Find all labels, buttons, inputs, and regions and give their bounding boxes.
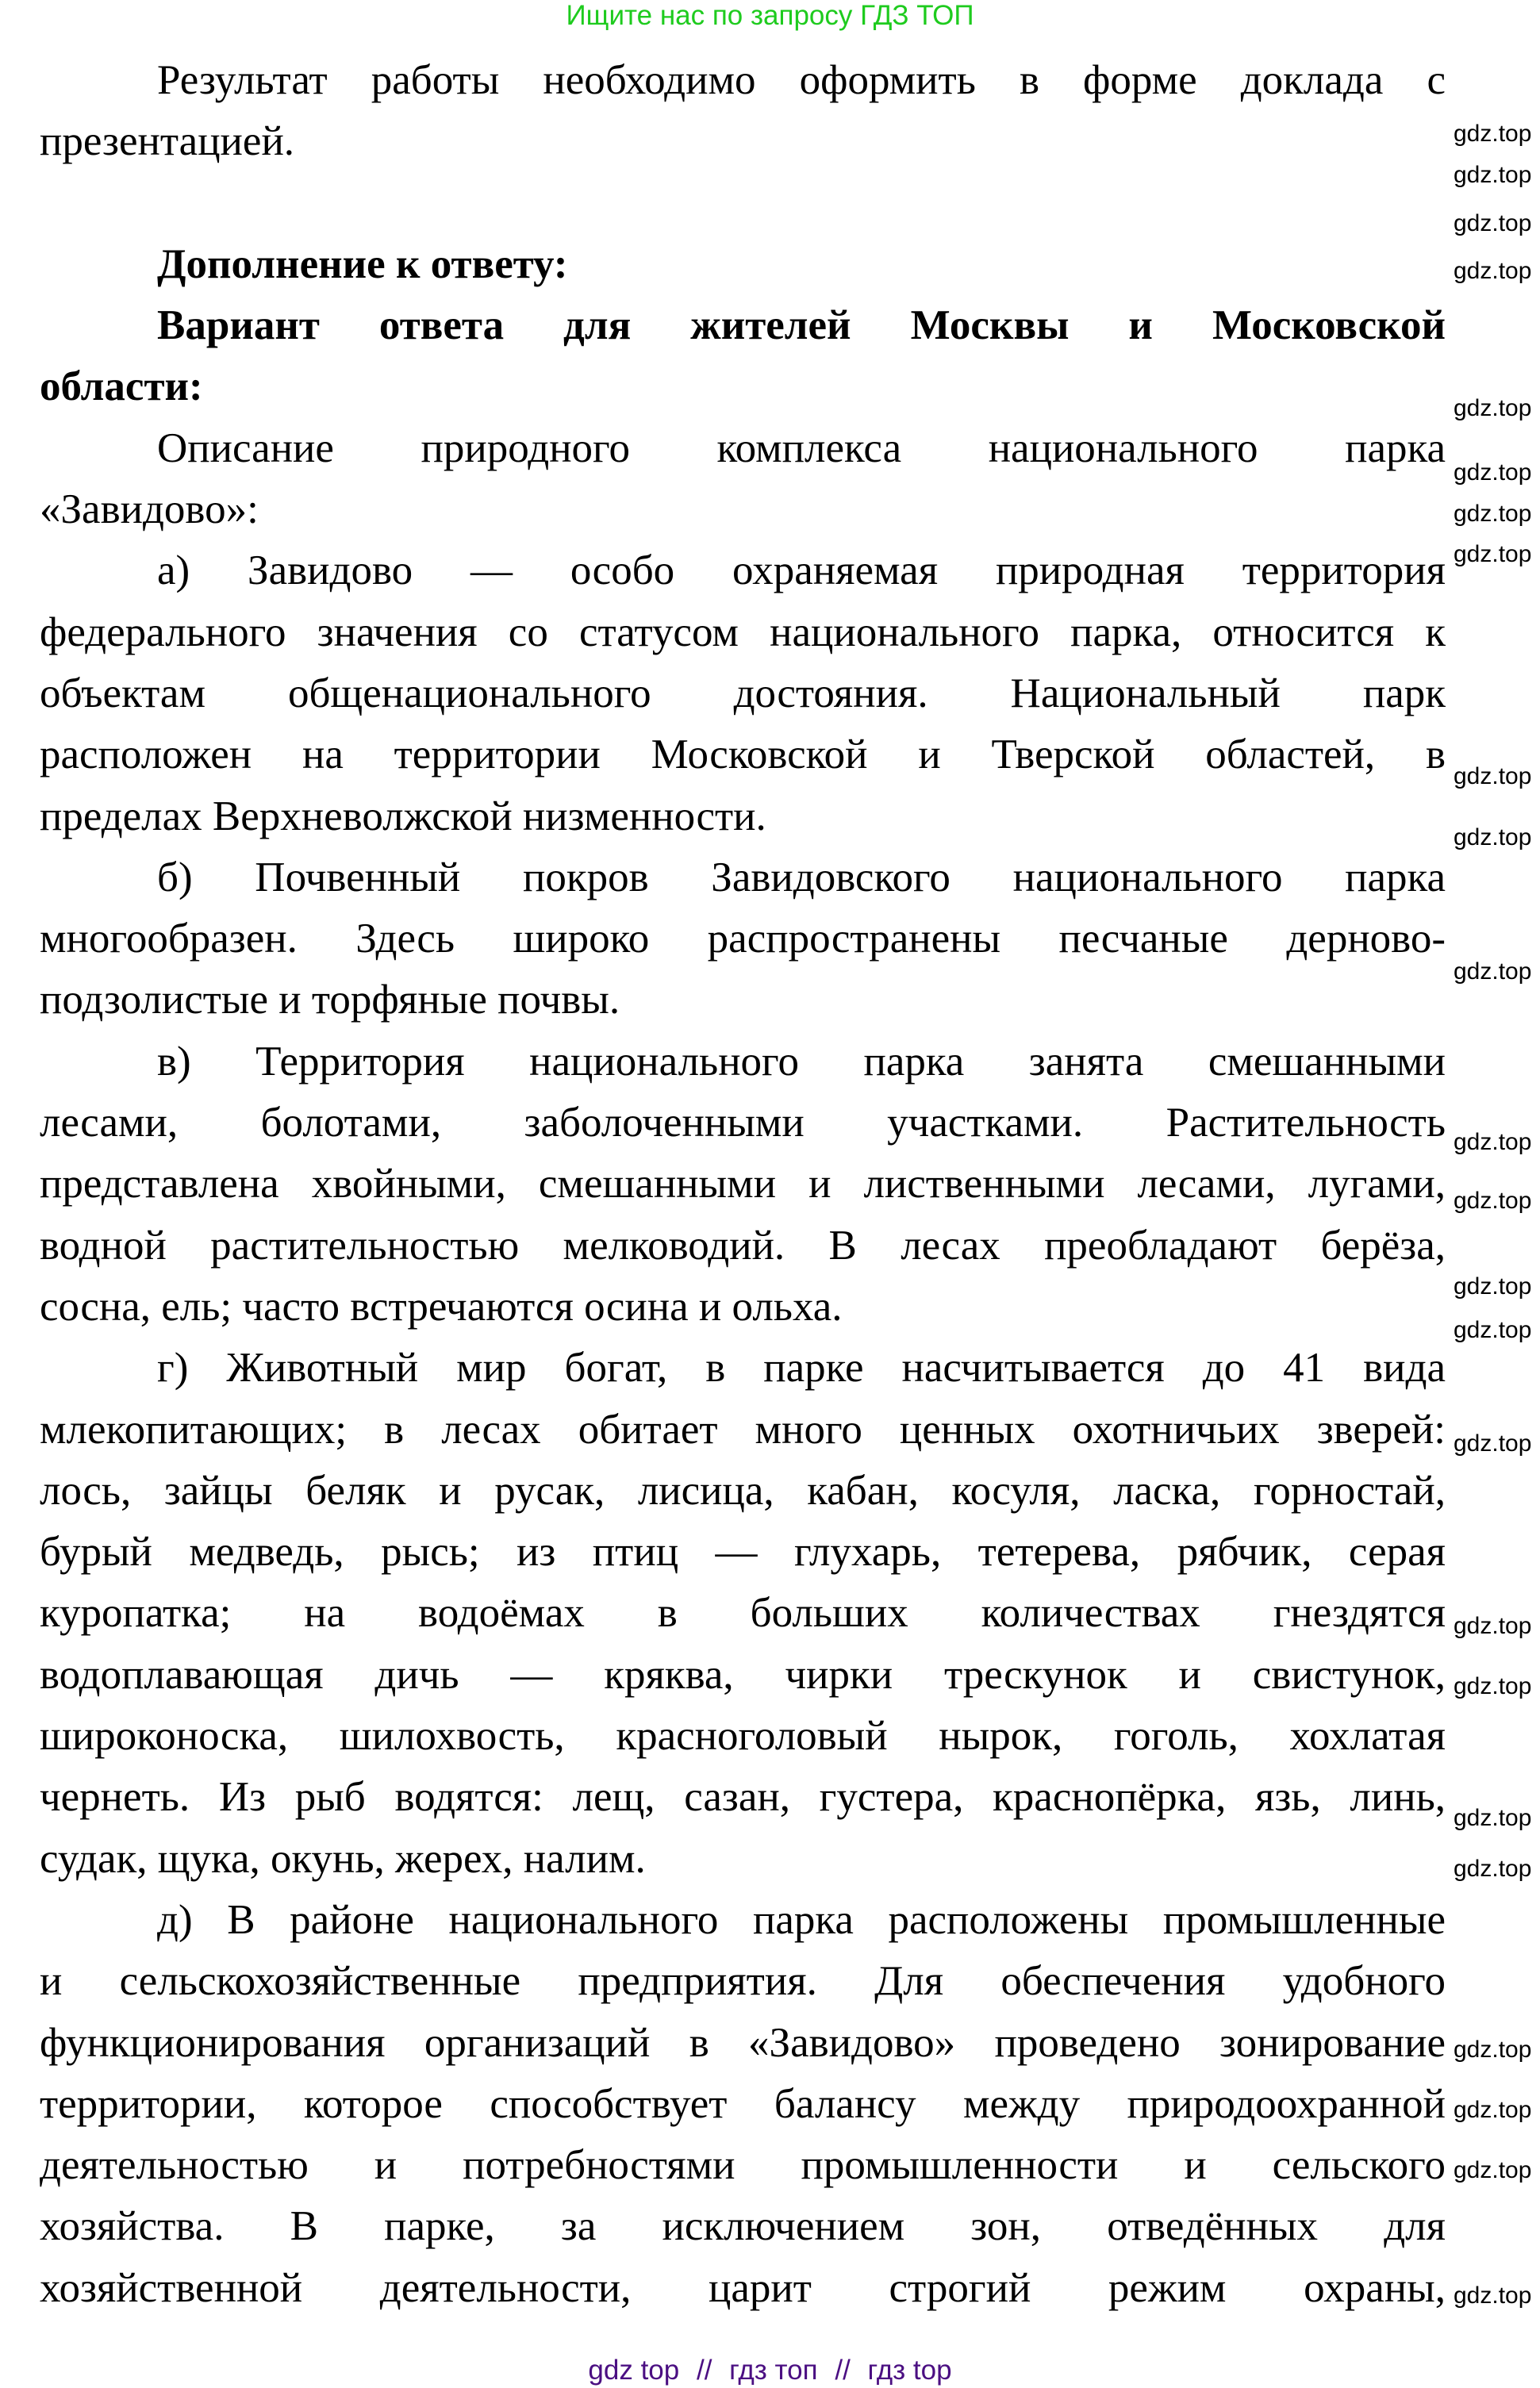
footer-links (0, 2353, 1540, 2388)
watermark: gdz.top (1454, 2157, 1532, 2183)
footer-link-gdz-top[interactable]: gdz top (588, 2355, 680, 2386)
paragraph-line: многообразен. Здесь широко распространены песчаные дерново- (40, 916, 1446, 962)
paragraph-line: лось, зайцы беляк и русак, лисица, кабан, косуля, ласка, горностай, (40, 1467, 1446, 1514)
paragraph-line: г) Животный мир богат, в парке насчитывается до 41 вида (157, 1345, 1446, 1392)
paragraph-line: чернеть. Из рыб водятся: лещ, сазан, густера, краснопёрка, язь, линь, (40, 1774, 1446, 1821)
watermark: gdz.top (1454, 121, 1532, 147)
watermark: gdz.top (1454, 1188, 1532, 1214)
paragraph-line: судак, щука, окунь, жерех, налим. (40, 1835, 646, 1882)
watermark: gdz.top (1454, 258, 1532, 284)
paragraph-line: млекопитающих; в лесах обитает много ценных охотничьих зверей: (40, 1406, 1446, 1453)
watermark: gdz.top (1454, 958, 1532, 985)
paragraph-line: территории, которое способствует балансу между природоохранной (40, 2080, 1446, 2127)
watermark: gdz.top (1454, 1805, 1532, 1831)
paragraph-line: б) Почвенный покров Завидовского национального парка (157, 854, 1446, 900)
heading-line: Вариант ответа для жителей Москвы и Московской (157, 302, 1446, 349)
paragraph-line: бурый медведь, рысь; из птиц — глухарь, тетерева, рябчик, серая (40, 1529, 1446, 1576)
watermark: gdz.top (1454, 395, 1532, 421)
paragraph-line: представлена хвойными, смешанными и лиственными лесами, лугами, (40, 1161, 1446, 1207)
watermark: gdz.top (1454, 763, 1532, 789)
watermark: gdz.top (1454, 459, 1532, 486)
footer-link-gdz-top-ru[interactable]: гдз топ (729, 2355, 818, 2386)
paragraph-line: водной растительностью мелководий. В лесах преобладают берёза, (40, 1222, 1446, 1269)
watermark: gdz.top (1454, 1317, 1532, 1343)
paragraph-line: функционирования организаций в «Завидово» проведено зонирование (40, 2019, 1446, 2066)
watermark: gdz.top (1454, 1856, 1532, 1882)
watermark: gdz.top (1454, 541, 1532, 567)
paragraph-line: деятельностью и потребностями промышленности и сельского (40, 2142, 1446, 2189)
paragraph-line: Результат работы необходимо оформить в форме доклада с (157, 57, 1446, 103)
paragraph-line: хозяйства. В парке, за исключением зон, отведённых для (40, 2203, 1446, 2250)
watermark: gdz.top (1454, 2037, 1532, 2063)
watermark: gdz.top (1454, 162, 1532, 188)
footer-separator: // (696, 2355, 712, 2386)
watermark: gdz.top (1454, 501, 1532, 527)
document-body (40, 50, 1446, 2319)
paragraph-line: сосна, ель; часто встречаются осина и ольха. (40, 1283, 843, 1330)
paragraph-line: «Завидово»: (40, 486, 259, 533)
paragraph-line: подзолистые и торфяные почвы. (40, 977, 620, 1023)
watermark: gdz.top (1454, 1129, 1532, 1155)
paragraph-line: в) Территория национального парка занята смешанными (157, 1038, 1446, 1085)
paragraph-line: водоплавающая дичь — кряква, чирки трескунок и свистунок, (40, 1651, 1446, 1698)
paragraph-line: федерального значения со статусом национального парка, относится к (40, 609, 1446, 655)
watermark: gdz.top (1454, 1673, 1532, 1699)
heading-line: Дополнение к ответу: (157, 240, 568, 287)
watermark: gdz.top (1454, 2282, 1532, 2309)
heading-line: области: (40, 363, 203, 410)
watermark: gdz.top (1454, 824, 1532, 850)
paragraph-line: а) Завидово — особо охраняемая природная территория (157, 547, 1446, 594)
paragraph-line: расположен на территории Московской и Тверской областей, в (40, 731, 1446, 778)
paragraph-line: д) В районе национального парка расположены промышленные (157, 1896, 1446, 1943)
footer-link-gdz-top-mixed[interactable]: гдз top (867, 2355, 952, 2386)
paragraph-line: куропатка; на водоёмах в больших количествах гнездятся (40, 1590, 1446, 1637)
watermark: gdz.top (1454, 2097, 1532, 2123)
paragraph-line: широконоска, шилохвость, красноголовый нырок, гоголь, хохлатая (40, 1713, 1446, 1760)
paragraph-line: и сельскохозяйственные предприятия. Для обеспечения удобного (40, 1958, 1446, 2005)
blank-line (40, 173, 1446, 234)
paragraph-line: объектам общенационального достояния. Национальный парк (40, 670, 1446, 716)
watermark: gdz.top (1454, 1273, 1532, 1300)
paragraph-line: Описание природного комплекса национального парка (157, 424, 1446, 471)
search-promo-banner[interactable]: Ищите нас по запросу ГДЗ ТОП (566, 0, 974, 31)
watermark: gdz.top (1454, 210, 1532, 236)
footer-separator: // (835, 2355, 851, 2386)
paragraph-line: лесами, болотами, заболоченными участками. Растительность (40, 1100, 1446, 1146)
watermark: gdz.top (1454, 1613, 1532, 1639)
paragraph-line: хозяйственной деятельности, царит строгий режим охраны, (40, 2264, 1446, 2311)
watermark: gdz.top (1454, 1430, 1532, 1457)
paragraph-line: пределах Верхневолжской низменности. (40, 793, 766, 839)
paragraph-line: презентацией. (40, 118, 295, 165)
